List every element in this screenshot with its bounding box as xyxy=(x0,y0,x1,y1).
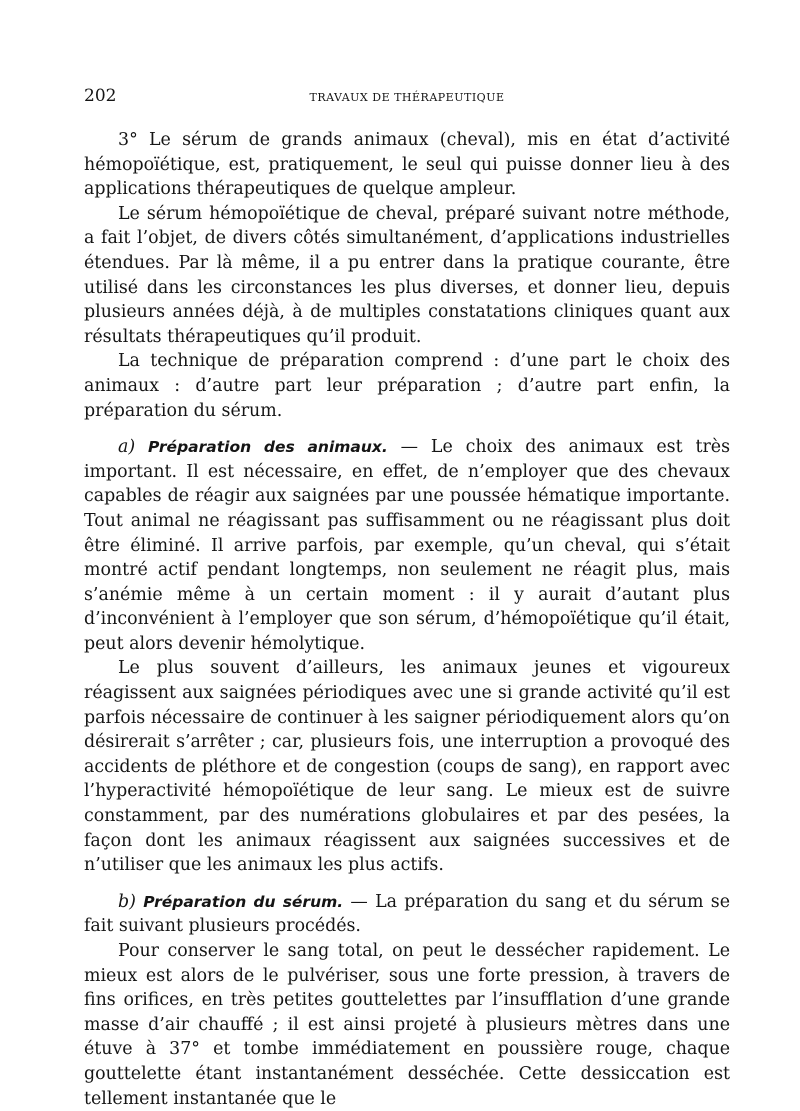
section-a-label: a) xyxy=(118,437,136,458)
paragraph: 3° Le sérum de grands animaux (cheval), mis en état d’activité hémopoïétique, est, pratiquement, le seul qui puisse donner lieu à des applications thérapeutiques de quelque ampleur. xyxy=(84,130,730,200)
paragraph: La technique de préparation comprend : d’une part le choix des animaux : d’autre part leur préparation ; d’autre part enfin, la préparation du sérum. xyxy=(84,351,730,421)
body-text xyxy=(84,128,730,1111)
paragraph: Le sérum hémopoïétique de cheval, préparé suivant notre méthode, a fait l’objet, de divers côtés simultanément, d’applications industrielles étendues. Par là même, il a pu entrer dans la pratique courante, être utilisé dans les circonstances les plus diverses, et donner lieu, depuis plusieurs années déjà, à de multiples constatations cliniques quant aux résultats thérapeutiques qu’il produit. xyxy=(84,203,730,347)
page-header xyxy=(84,86,730,106)
section-a-text: — Le choix des animaux est très important. Il est nécessaire, en effet, de n’employer que des chevaux capables de réagir aux saignées par une poussée hématique importante. Tout animal ne réagissant pas suffisamment ou ne réagissant plus doit être éliminé. Il arrive parfois, par exemple, qu’un cheval, qui s’était montré actif pendant longtemps, non seulement ne réagit plus, mais s’anémie même à un certain moment : il y aurait d’autant plus d’inconvénient à l’employer que son sérum, d’hémopoïétique qu’il était, peut alors devenir hémolytique. xyxy=(84,437,730,654)
paragraph: Le plus souvent d’ailleurs, les animaux jeunes et vigoureux réagissent aux saignées périodiques avec une si grande activité qu’il est parfois nécessaire de continuer à les saigner périodiquement alors qu’on désirerait s’arrêter ; car, plusieurs fois, une interruption a provoqué des accidents de pléthore et de congestion (coups de sang), en rapport avec l’hyperactivité hémopoïétique de leur sang. Le mieux est de suivre constamment, par des numérations globulaires et par des pesées, la façon dont les animaux réagissent aux saignées successives et de n’utiliser que les animaux les plus actifs. xyxy=(84,658,730,876)
page-number: 202 xyxy=(84,86,117,106)
section-a-paragraph xyxy=(84,435,730,656)
paragraph: Pour conserver le sang total, on peut le dessécher rapidement. Le mieux est alors de le pulvériser, sous une forte pression, à travers de fins orifices, en très petites gouttelettes par l’insufflation d’une grande masse d’air chauffé ; il est ainsi projeté à plusieurs mètres dans une étuve à 37° et tombe immédiatement en poussière rouge, chaque gouttelette étant instantanément desséchée. Cette dessiccation est tellement instantanée que le xyxy=(84,941,730,1109)
section-b-paragraph xyxy=(84,890,730,939)
running-title: TRAVAUX DE THÉRAPEUTIQUE xyxy=(309,91,505,104)
section-a-title: Préparation des animaux. xyxy=(148,438,388,457)
section-b-text: — La préparation du sang et du sérum se fait suivant plusieurs procédés. xyxy=(84,891,730,937)
section-b-title: Préparation du sérum. xyxy=(143,892,344,911)
section-b-label: b) xyxy=(118,891,136,912)
